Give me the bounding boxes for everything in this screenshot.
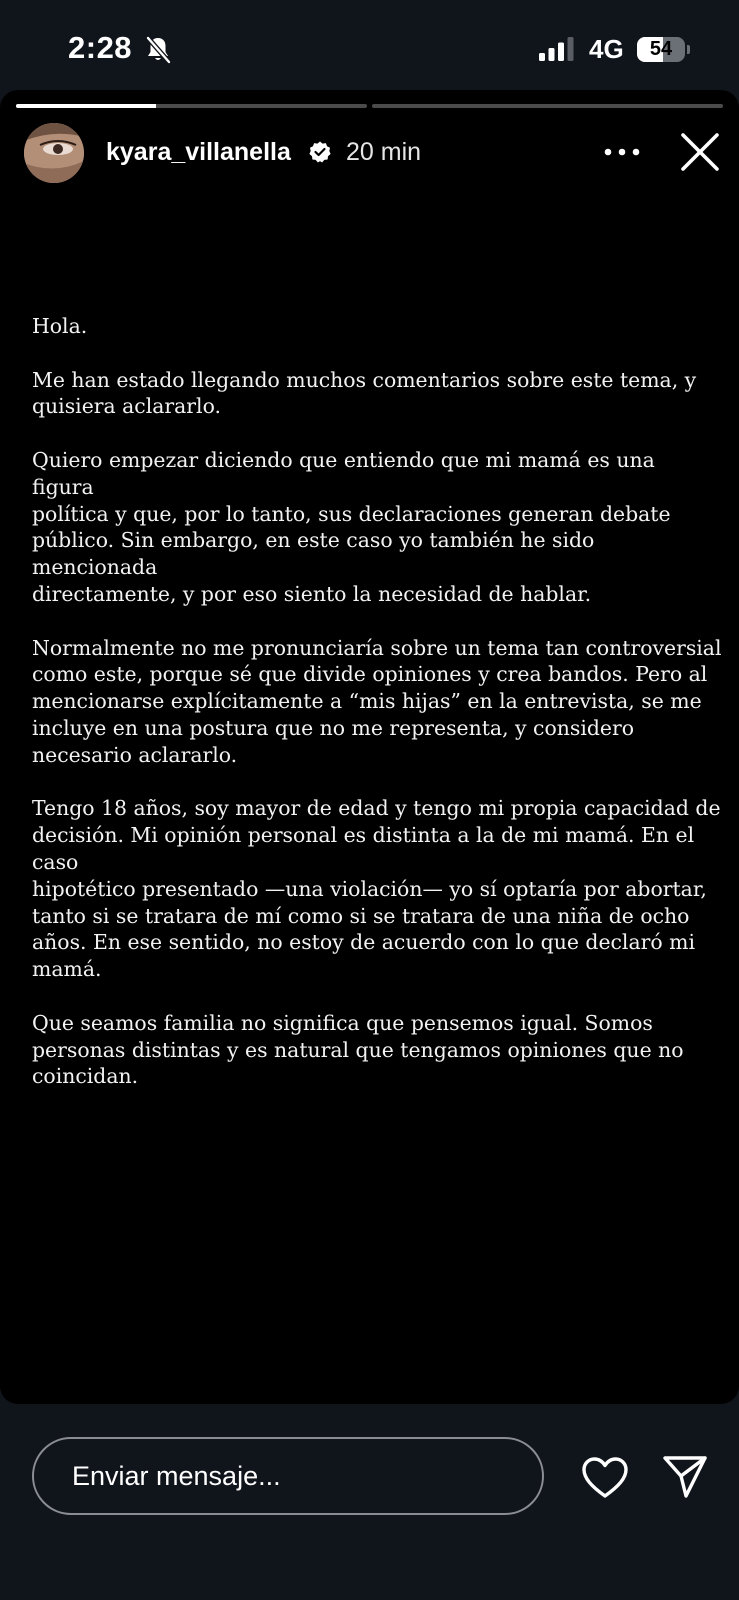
story-line: Me han estado llegando muchos comentarios sobre este tema, y: [32, 367, 697, 392]
story-paragraph: [32, 635, 722, 769]
status-bar: [0, 0, 739, 90]
story-line: público. Sin embargo, en este caso yo también he sido mencionada: [32, 528, 595, 580]
battery-nub: [687, 45, 690, 54]
story-line: coincidan.: [32, 1064, 139, 1089]
story-line: tanto si se tratara de mí como si se tratara de una niña de ocho: [32, 903, 690, 928]
heart-icon[interactable]: [581, 1456, 629, 1500]
story-paragraph: [32, 313, 722, 340]
story-line: Que seamos familia no significa que pensemos igual. Somos: [32, 1010, 653, 1035]
story-line: incluye en una postura que no me representa, y considero: [32, 715, 635, 740]
battery-icon: [637, 37, 685, 62]
story-line: quisiera aclararlo.: [32, 394, 221, 419]
story-line: hipotético presentado —una violación— yo sí optaría por abortar,: [32, 876, 707, 901]
avatar[interactable]: [24, 123, 84, 183]
story-paragraph: [32, 447, 722, 608]
story-line: decisión. Mi opinión personal es distinta a la de mi mamá. En el caso: [32, 823, 695, 874]
close-icon[interactable]: [679, 131, 721, 173]
story-line: Quiero empezar diciendo que entiendo que mi mamá es una figura: [32, 447, 655, 499]
story-paragraph: [32, 1010, 722, 1090]
story-line: Normalmente no me pronunciaría sobre un tema tan controversial: [32, 635, 722, 660]
story-line: Tengo 18 años, soy mayor de edad y tengo mi propia capacidad de: [32, 796, 721, 821]
story-line: necesario aclararlo.: [32, 742, 238, 767]
story-viewer[interactable]: [0, 90, 739, 1404]
bell-slash-icon: [145, 36, 171, 64]
verified-badge-icon: [309, 141, 331, 163]
send-icon[interactable]: [662, 1454, 708, 1500]
more-icon[interactable]: [603, 145, 641, 159]
status-time: 2:28: [68, 30, 133, 65]
avatar-image: [24, 123, 84, 183]
story-paragraph: [32, 795, 722, 983]
story-line: personas distintas y es natural que tengamos opiniones que no: [32, 1037, 684, 1062]
story-progress-2: [372, 104, 723, 108]
story-text: [32, 313, 722, 1117]
network-label: 4G: [589, 34, 624, 64]
story-time-ago: 20 min: [346, 138, 422, 166]
story-progress-fill: [16, 104, 156, 108]
story-line: mamá.: [32, 957, 102, 982]
story-paragraph: [32, 367, 722, 421]
story-line: como este, porque sé que divide opiniones y crea bandos. Pero al: [32, 662, 708, 687]
story-progress-1: [16, 104, 367, 108]
cellular-signal-icon: [539, 37, 575, 61]
battery-percent: 54: [649, 38, 673, 60]
send-message-input[interactable]: Enviar mensaje...: [32, 1437, 544, 1515]
story-username[interactable]: kyara_villanella: [106, 138, 291, 166]
story-line: política y que, por lo tanto, sus declaraciones generan debate: [32, 501, 671, 526]
story-line: directamente, y por eso siento la necesidad de hablar.: [32, 581, 592, 606]
story-line: mencionarse explícitamente a “mis hijas” en la entrevista, se me: [32, 689, 702, 714]
story-line: años. En ese sentido, no estoy de acuerdo con lo que declaró mi: [32, 930, 695, 955]
story-line: Hola.: [32, 314, 88, 338]
